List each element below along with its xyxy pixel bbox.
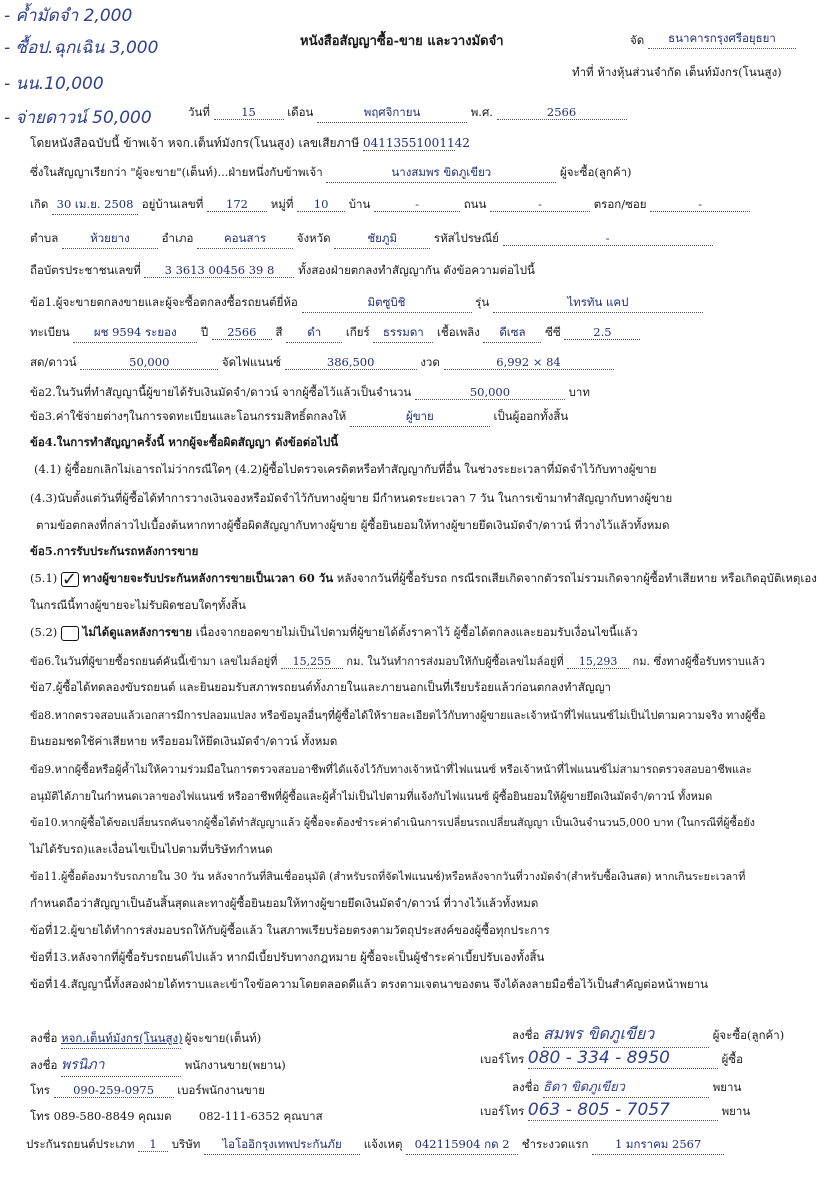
sign-label: ลงชื่อ <box>512 1028 540 1042</box>
moo-label: หมู่ที่ <box>270 197 294 211</box>
buyer-signature: สมพร ขิดภูเขียว <box>543 1022 709 1048</box>
buyer-signature-line <box>512 1022 784 1048</box>
no-warranty-checkbox[interactable] <box>61 626 79 641</box>
month-value: พฤศจิกายน <box>317 104 467 123</box>
document-title: หนังสือสัญญาซื้อ-ขาย และวางมัดจำ <box>300 34 504 49</box>
model-label: รุ่น <box>475 295 490 309</box>
installment-value: 6,992 × 84 <box>444 355 614 370</box>
made-at: ทำที่ ห้างหุ้นส่วนจำกัด เต็นท์มังกร(โนนสูง) <box>572 65 782 79</box>
to-value: ธนาคารกรุงศรีอยุธยา <box>648 30 796 49</box>
clause-9-line-1: ข้อ9.หากผู้ซื้อหรือผู้ค้ำไม่ให้ความร่วมมือในการตรวจสอบอาชีพที่ได้แจ้งไว้กับทางเจ้าหน้าที่ไฟแนนซ์ หรือเจ้าหน้าที่ไฟแนนซ์ไม่สามารถตรวจสอบอาชีพและ <box>30 763 752 776</box>
clause-6 <box>30 652 765 670</box>
car-brand: มิตซูบิชิ <box>302 294 472 313</box>
buyer-phone: 080 - 334 - 8950 <box>528 1048 718 1069</box>
tax-id: 04113551001142 <box>362 136 470 150</box>
clause-2 <box>30 384 590 402</box>
clause-5-1-text: หลังจากวันที่ผู้ซื้อรับรถ กรณีรถเสียเกิดจากตัวรถไม่รวมเกิดจากผู้ซื้อทำเสียหาย หรือเกิดอุบัติเหตุเอง <box>336 571 817 585</box>
notify-number: 042115904 <box>414 1137 481 1151</box>
car-fuel: ดีเซล <box>483 324 541 343</box>
clause-9-line-2: อนุมัติได้ภายในกำหนดเวลาของไฟแนนซ์ หรืออาชีพที่ผู้ซื้อและผู้ค้ำไม่เป็นไปตามที่แจ้งกับไฟแนนซ์ ผู้ซื้อยินยอมให้ผู้ขายยึดเงินมัดจำ/ดาวน์ ทั้งหมด <box>30 790 713 803</box>
car-model: ไทรทัน แคป <box>493 294 703 313</box>
buyer-info-row-1 <box>30 196 750 215</box>
first-payment-date: 1 มกราคม 2567 <box>592 1136 724 1155</box>
clause-5-1-bold: ทางผู้ขายจะรับประกันหลังการขายเป็นเวลา 60 วัน <box>82 571 334 585</box>
insurance-type: 1 <box>138 1137 168 1152</box>
to-label: จัด <box>630 33 645 47</box>
clause-10-line-1: ข้อ10.หากผู้ซื้อได้ขอเปลี่ยนรถคันจากผู้ซื้อได้ทำสัญญาแล้ว ผู้ซื้อจะต้องชำระค่าดำเนินการเปลี่ยนรถเปลี่ยนสัญญา เป็นเงินจำนวน5,000 บาท (ในกรณีที่ผู้ซื้อยัง <box>30 816 755 829</box>
clause-12: ข้อที่12.ผู้ขายได้ทำการส่งมอบรถให้กับผู้ซื้อแล้ว ในสภาพเรียบร้อยตรงตามวัตถุประสงค์ของผู้ซื้อทุกประการ <box>30 923 550 937</box>
car-row-3 <box>30 354 614 372</box>
witness2-phone-line <box>480 1100 750 1121</box>
soi-value: - <box>650 197 750 212</box>
reg-label: ทะเบียน <box>30 325 70 339</box>
fuel-label: เชื้อเพลิง <box>437 325 480 339</box>
mileage-in: 15,255 <box>281 655 343 669</box>
house-value: 172 <box>207 197 267 212</box>
sales-phone-role: เบอร์พนักงานขาย <box>177 1083 265 1097</box>
witness2-role: พยาน <box>712 1080 742 1094</box>
clause-8-line-2: ยินยอมชดใช้ค่าเสียหาย หรือยอมให้ยึดเงินมัดจำ/ดาวน์ ทั้งหมด <box>30 734 338 748</box>
clause-4-3-line-2: ตามข้อตกลงที่กล่าวไปเบื้องต้นหากทางผู้ซื้อผิดสัญญากับทางผู้ขาย ผู้ซื้อยินยอมให้ทางผู้ขายยึดเงินมัดจำ/ดาวน์ ที่วางไว้แล้วทั้งหมด <box>36 518 670 532</box>
sales-signature: พรนิภา <box>61 1054 181 1077</box>
car-year: 2566 <box>212 325 272 340</box>
car-cc: 2.5 <box>564 325 640 340</box>
clause-2-unit: บาท <box>568 385 590 399</box>
tambon-label: ตำบล <box>30 231 59 245</box>
company-label: บริษัท <box>171 1137 201 1151</box>
sales-phone: 090-259-0975 <box>54 1083 174 1098</box>
id-value: 3 3613 00456 39 8 <box>144 263 294 278</box>
clause-6-middle: กม. ในวันทำการส่งมอบให้กับผู้ซื้อเลขไมล์อยู่ที่ <box>346 655 564 668</box>
clause-2-text: ข้อ2.ในวันที่ทำสัญญานี้ผู้ขายได้รับเงินมัดจำ/ดาวน์ จากผู้ซื้อไว้แล้วเป็นจำนวน <box>30 385 412 399</box>
first-payment-label: ชำระงวดแรก <box>521 1137 589 1151</box>
witness2-phone: 063 - 805 - 7057 <box>528 1100 718 1121</box>
clause-5-2-text: เนื่องจากยอดขายไม่เป็นไปตามที่ผู้ขายได้ตั้งราคาไว้ ผู้ซื้อได้ตกลงและยอมรับเงื่อนไขนี้แล้ว <box>195 625 638 639</box>
buyer-info-row-2 <box>30 230 713 249</box>
buyer-role: ผู้จะซื้อ(ลูกค้า) <box>712 1028 785 1042</box>
clause-3-tail: เป็นผู้ออกทั้งสิ้น <box>493 409 569 423</box>
buyer-name: นางสมพร ขิดภูเขียว <box>326 164 556 183</box>
clause-8-line-1: ข้อ8.หากตรวจสอบแล้วเอกสารมีการปลอมแปลง หรือข้อมูลอื่นๆที่ผู้ซื้อได้ให้รายละเอียดไว้กับทางผู้ขายและเจ้าหน้าที่ไฟแนนซ์ไม่เป็นไปตามความจริง ทางผู้ซื้อ <box>30 709 766 722</box>
sign-label: ลงชื่อ <box>512 1080 540 1094</box>
buyer-role-text: ผู้จะซื้อ(ลูกค้า) <box>560 165 632 179</box>
car-gear: ธรรมดา <box>373 324 433 343</box>
witness2-signature: ธิดา ขิดภูเขียว <box>543 1076 709 1098</box>
year-label: พ.ศ. <box>470 105 493 119</box>
clause-10-line-2: ไม่ได้รับรถ)และเงื่อนไขเป็นไปตามที่บริษัทกำหนด <box>30 842 273 856</box>
insurance-company: ไอโออิกรุงเทพประกันภัย <box>204 1136 360 1155</box>
year-value: 2566 <box>497 105 627 120</box>
clause-3-text: ข้อ3.ค่าใช้จ่ายต่างๆในการจดทะเบียนและโอนกรรมสิทธิ์ตกลงให้ <box>30 409 347 423</box>
village-value: - <box>374 197 460 212</box>
clause-1-label: ข้อ1.ผู้จะขายตกลงขายและผู้จะซื้อตกลงซื้อรถยนต์ยี่ห้อ <box>30 295 298 309</box>
village-label: บ้าน <box>348 197 371 211</box>
finance-label: จัดไฟแนนซ์ <box>221 355 281 369</box>
phone-label: เบอร์โทร <box>480 1104 525 1118</box>
seller-role: ผู้จะขาย(เต็นท์) <box>184 1031 262 1045</box>
clause-2-amount: 50,000 <box>415 385 565 400</box>
installment-label: งวด <box>420 355 440 369</box>
car-registration: ผช 9594 ระยอง <box>73 324 197 343</box>
down-value: 50,000 <box>80 355 218 370</box>
day-value: 15 <box>214 105 284 120</box>
intro-text: โดยหนังสือฉบับนี้ ข้าพเจ้า หจก.เต็นท์มังกร(โนนสูง) เลขเสียภาษี <box>30 136 360 150</box>
clause-5-heading: ข้อ5.การรับประกันรถหลังการขาย <box>30 544 199 558</box>
clause-3 <box>30 408 568 427</box>
clause-5-2 <box>30 624 638 642</box>
insurance-label: ประกันรถยนต์ประเภท <box>26 1137 135 1151</box>
id-row <box>30 262 535 280</box>
car-color: ดำ <box>286 324 342 343</box>
finance-value: 386,500 <box>285 355 417 370</box>
clause-14: ข้อที่14.สัญญานี้ทั้งสองฝ่ายได้ทราบและเข้าใจข้อความโดยตลอดดีแล้ว ตรงตามเจตนาของตน จึงได้ลงลายมือชื่อไว้เป็นสำคัญต่อหน้าพยาน <box>30 977 709 991</box>
insurance-line <box>26 1136 724 1155</box>
road-label: ถนน <box>463 197 487 211</box>
clause-5-2-number: (5.2) <box>30 625 58 639</box>
sales-phone-line <box>30 1082 265 1100</box>
extra-phones <box>30 1108 323 1126</box>
moo-value: 10 <box>297 197 345 212</box>
clause-6-text: ข้อ6.ในวันที่ผู้ขายซื้อรถยนต์คันนี้เข้ามา เลขไมล์อยู่ที่ <box>30 655 278 668</box>
seller-name: หจก.เต็นท์มังกร(โนนสูง) <box>61 1030 181 1049</box>
mileage-out: 15,293 <box>567 655 629 669</box>
buyer-phone-line <box>480 1048 743 1069</box>
car-row-2 <box>30 324 640 343</box>
buyer-phone-role: ผู้ซื้อ <box>721 1052 744 1066</box>
intro-party-text: ซึ่งในสัญญาเรียกว่า "ผู้จะขาย"(เต็นท์)...ฝ่ายหนึ่งกับข้าพเจ้า <box>30 165 323 179</box>
notify-value <box>406 1136 518 1155</box>
clause-13: ข้อที่13.หลังจากที่ผู้ซื้อรับรถยนต์ไปแล้ว หากมีเบี้ยปรับทางกฎหมาย ผู้ซื้อจะเป็นผู้ชำระค่าเบี้ยปรับเองทั้งสิ้น <box>30 950 545 964</box>
amphoe-value: คอนสาร <box>197 230 293 249</box>
id-tail: ทั้งสองฝ่ายตกลงทำสัญญากัน ดังข้อความต่อไปนี้ <box>298 263 535 277</box>
zip-value: - <box>503 231 713 246</box>
sales-witness-role: พนักงานขาย(พยาน) <box>184 1058 286 1072</box>
clause-4-1: (4.1) ผู้ซื้อยกเลิกไม่เอารถไม่ว่ากรณีใดๆ (4.2)ผู้ซื้อไปตรวจเครดิตหรือทำสัญญากับที่อื่น ในช่วงระยะเวลาที่มัดจำไว้กับทางผู้ขาย <box>34 462 657 476</box>
notify-ext: กด 2 <box>484 1137 510 1151</box>
note-down-payment: - จ่ายดาวน์ 50,000 <box>4 108 152 128</box>
phone-label: เบอร์โทร <box>480 1052 525 1066</box>
province-value: ชัยภูมิ <box>334 230 430 249</box>
zip-label: รหัสไปรษณีย์ <box>433 231 499 245</box>
car-year-label: ปี <box>200 325 209 339</box>
color-label: สี <box>275 325 283 339</box>
sales-witness-signature-line <box>30 1054 286 1077</box>
clause-3-party: ผู้ขาย <box>350 408 490 427</box>
sign-label: ลงชื่อ <box>30 1031 58 1045</box>
clause-4-heading: ข้อ4.ในการทำสัญญาครั้งนี้ หากผู้จะซื้อผิดสัญญา ดังข้อต่อไปนี้ <box>30 435 339 449</box>
house-label: อยู่บ้านเลขที่ <box>141 197 204 211</box>
id-label: ถือบัตรประชาชนเลขที่ <box>30 263 141 277</box>
note-amount: - นน.10,000 <box>4 74 104 94</box>
clause-5-2-bold: ไม่ได้ดูแลหลังการขาย <box>82 625 193 639</box>
day-label: วันที่ <box>188 105 210 119</box>
born-label: เกิด <box>30 197 49 211</box>
clause-11-line-2: กำหนดถือว่าสัญญาเป็นอันสิ้นสุดและทางผู้ซื้อยินยอมให้ทางผู้ขายยึดเงินมัดจำ/ดาวน์ ที่วางไว้แล้วทั้งหมด <box>30 896 539 910</box>
amphoe-label: อำเภอ <box>161 231 194 245</box>
soi-label: ตรอก/ซอย <box>593 197 647 211</box>
month-label: เดือน <box>287 105 314 119</box>
warranty-checkbox[interactable] <box>61 568 79 590</box>
clause-5-1-line-2: ในกรณีนี้ทางผู้ขายจะไม่รับผิดชอบใดๆทั้งสิ้น <box>30 598 246 612</box>
note-deposit-guarantee: - ค้ำมัดจำ 2,000 <box>4 6 133 26</box>
road-value: - <box>490 197 590 212</box>
seller-signature-line <box>30 1030 261 1049</box>
check-icon: ✓ <box>61 568 78 590</box>
clause-11-line-1: ข้อ11.ผู้ซื้อต้องมารับรถภายใน 30 วัน หลังจากวันที่สินเชื่ออนุมัติ (สำหรับรถที่จัดไฟแนนซ์)หรือหลังจากวันที่วางมัดจำ(สำหรับซื้อเงินสด) หากเกินระยะเวลาที่ <box>30 870 746 883</box>
clause-7: ข้อ7.ผู้ซื้อได้ทดลองขับรถยนต์ และยินยอมรับสภาพรถยนต์ทั้งภายในและภายนอกเป็นที่เรียบร้อยแล้วก่อนตกลงทำสัญญา <box>30 680 611 694</box>
phone-bas: 082-111-6352 คุณบาส <box>198 1109 323 1123</box>
tambon-value: ห้วยยาง <box>62 230 158 249</box>
province-label: จังหวัด <box>296 231 331 245</box>
born-value: 30 เม.ย. 2508 <box>52 196 138 215</box>
intro-line-1 <box>30 134 470 153</box>
note-emergency-insurance: - ซื้อป.ฉุกเฉิน 3,000 <box>4 38 159 58</box>
phone-mod: โทร 089-580-8849 คุณมด <box>30 1109 172 1123</box>
tel-label: โทร <box>30 1083 50 1097</box>
date-line <box>188 104 627 123</box>
witness2-signature-line <box>512 1076 741 1098</box>
witness2-phone-role: พยาน <box>721 1104 751 1118</box>
car-row-1 <box>30 294 703 313</box>
sign-label: ลงชื่อ <box>30 1058 58 1072</box>
clause-6-tail: กม. ซึ่งทางผู้ซื้อรับทราบแล้ว <box>632 655 765 668</box>
clause-5-1 <box>30 570 817 588</box>
clause-4-3-line-1: (4.3)นับตั้งแต่วันที่ผู้ซื้อได้ทำการวางเงินจองหรือมัดจำไว้กับทางผู้ขาย มีกำหนดระยะเวลา 7 วัน ในการเข้ามาทำสัญญากับทางผู้ขาย <box>30 491 673 505</box>
down-label: สด/ดาวน์ <box>30 355 77 369</box>
gear-label: เกียร์ <box>345 325 370 339</box>
notify-label: แจ้งเหตุ <box>363 1137 403 1151</box>
clause-5-1-number: (5.1) <box>30 571 58 585</box>
intro-line-2 <box>30 164 632 183</box>
cc-label: ซีซี <box>545 325 561 339</box>
